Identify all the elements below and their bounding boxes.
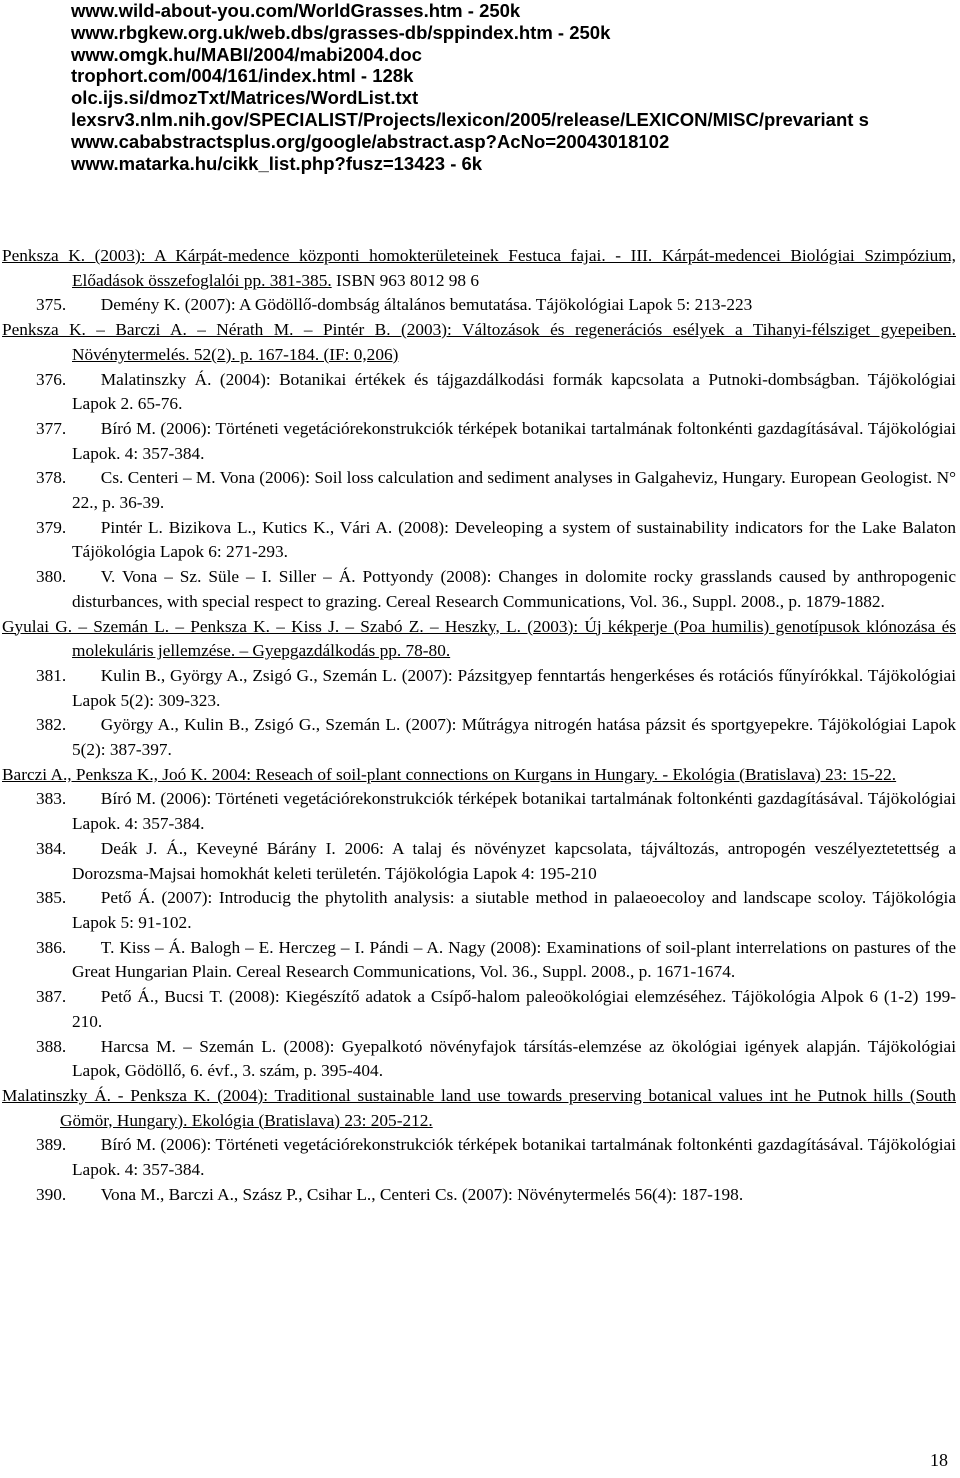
url-line: www.matarka.hu/cikk_list.php?fusz=13423 - 6k	[71, 152, 483, 174]
reference-text: 389. Bíró M. (2006): Történeti vegetációrekonstrukciók térképek botanikai tartalmának foltonkénti gazdagításával. Tájökológiai Lapok. 4: 357-384.	[36, 1135, 956, 1180]
numbered-reference	[2, 837, 956, 886]
numbered-reference	[2, 516, 956, 565]
numbered-reference	[2, 787, 956, 836]
author-reference	[2, 615, 956, 664]
reference-text: 387. Pető Á., Bucsi T. (2008): Kiegészítő adatok a Csípő-halom paleoökológiai elemzéséhez. Tájökológia Alpok 6 (1-2) 199-210.	[36, 987, 956, 1031]
numbered-reference	[2, 368, 956, 417]
reference-text: 377. Bíró M. (2006): Történeti vegetációrekonstrukciók térképek botanikai tartalmának foltonkénti gazdagításával. Tájökológiai Lapok. 4: 357-384.	[36, 418, 956, 463]
url-line: lexsrv3.nlm.nih.gov/SPECIALIST/Projects/lexicon/2005/release/LEXICON/MISC/prevariant s	[71, 108, 869, 130]
reference-list	[2, 244, 956, 1207]
underlined-reference-text: Penksza K. – Barczi A. – Nérath M. – Pintér B. (2003): Változások és regenerációs esélyek a Tihanyi-félsziget gyepeiben. Növénytermelés. 52(2). p. 167-184. (IF: 0,206)	[2, 320, 956, 364]
url-line: www.wild-about-you.com/WorldGrasses.htm - 250k	[71, 0, 521, 21]
numbered-reference	[2, 985, 956, 1034]
reference-text: 379. Pintér L. Bizikova L., Kutics K., Vári A. (2008): Develeoping a system of sustainability indicators for the Lake Balaton Tájökológia Lapok 6: 271-293.	[36, 517, 956, 562]
numbered-reference	[2, 466, 956, 515]
url-line: www.cababstractsplus.org/google/abstract.asp?AcNo=20043018102	[71, 130, 670, 152]
reference-text: 383. Bíró M. (2006): Történeti vegetációrekonstrukciók térképek botanikai tartalmának foltonkénti gazdagításával. Tájökológiai Lapok. 4: 357-384.	[36, 789, 956, 834]
numbered-reference	[2, 664, 956, 713]
reference-text: 378. Cs. Centeri – M. Vona (2006): Soil loss calculation and sediment analyses in Galgaheviz, Hungary. European Geologist. N° 22., p. 36-39.	[36, 468, 956, 513]
url-line: www.omgk.hu/MABI/2004/mabi2004.doc	[71, 43, 422, 65]
reference-text: 384. Deák J. Á., Keveyné Bárány I. 2006: A talaj és növényzet kapcsolata, tájváltozás, antropogén veszélyeztetettség a Dorozsma-Majsai homokhát keleti területén. Tájökológia Lapok 4: 195-210	[36, 838, 956, 883]
reference-text: 382. György A., Kulin B., Zsigó G., Szemán L. (2007): Műtrágya nitrogén hatása pázsit és sportgyepekre. Tájökológiai Lapok 5(2): 387-397.	[36, 715, 956, 760]
numbered-reference	[2, 713, 956, 762]
page-number: 18	[930, 1450, 948, 1470]
numbered-reference	[2, 886, 956, 935]
url-line: trophort.com/004/161/index.html - 128k	[71, 65, 414, 87]
reference-text: 386. T. Kiss – Á. Balogh – E. Herczeg – I. Pándi – A. Nagy (2008): Examinations of soil-plant interrelations on pastures of the Great Hungarian Plain. Cereal Research Communications, Vol. 36., Suppl. 2008., p. 1671-1674.	[36, 937, 956, 982]
numbered-reference	[2, 1035, 956, 1084]
reference-text: 381. Kulin B., György A., Zsigó G., Szemán L. (2007): Pázsitgyep fenntartás hengerkéses és rotációs fűnyírókkal. Tájökológiai Lapok 5(2): 309-323.	[36, 665, 956, 710]
reference-text: ISBN 963 8012 98 6	[331, 270, 480, 290]
numbered-reference	[2, 936, 956, 985]
numbered-reference	[2, 293, 956, 318]
reference-text: 380. V. Vona – Sz. Süle – I. Siller – Á. Pottyondy (2008): Changes in dolomite rocky grasslands caused by anthropogenic disturbances, with special respect to grazing. Cereal Research Communications, Vol. 36., Suppl. 2008., p. 1879-1882.	[36, 567, 956, 611]
reference-text: 390. Vona M., Barczi A., Szász P., Csihar L., Centeri Cs. (2007): Növénytermelés 56(4): 187-198.	[36, 1184, 744, 1204]
numbered-reference	[2, 1183, 956, 1208]
underlined-reference-text: Gyulai G. – Szemán L. – Penksza K. – Kiss J. – Szabó Z. – Heszky, L. (2003): Új kékperje (Poa humilis) genotípusok klónozása és molekuláris jellemzése. – Gyepgazdálkodás pp. 78-80.	[2, 616, 956, 661]
reference-text: 375. Demény K. (2007): A Gödöllő-dombság általános bemutatása. Tájökológiai Lapok 5: 213-223	[36, 295, 753, 315]
numbered-reference	[2, 417, 956, 466]
reference-text: 388. Harcsa M. – Szemán L. (2008): Gyepalkotó növényfajok társítás-elemzése az ökológiai igények alapján. Tájökológiai Lapok, Gödöllő, 6. évf., 3. szám, p. 395-404.	[36, 1036, 956, 1081]
author-reference	[2, 244, 956, 293]
numbered-reference	[2, 1133, 956, 1182]
author-reference	[2, 1084, 956, 1133]
reference-text: 385. Pető Á. (2007): Introducig the phytolith analysis: a siutable method in palaeoecoloy and landscape scoloy. Tájökológia Lapok 5: 91-102.	[36, 888, 956, 932]
underlined-reference-text: Penksza K. (2003): A Kárpát-medence központi homokterületeinek Festuca fajai. - III. Kárpát-medencei Biológiai Szimpózium, Előadások összefoglalói pp. 381-385.	[2, 246, 956, 290]
underlined-reference-text: Malatinszky Á. - Penksza K. (2004): Traditional sustainable land use towards preserving botanical values int he Putnok hills (South Gömör, Hungary). Ekológia (Bratislava) 23: 205-212.	[2, 1085, 956, 1130]
url-line: olc.ijs.si/dmozTxt/Matrices/WordList.txt	[71, 87, 419, 109]
url-line: www.rbgkew.org.uk/web.dbs/grasses-db/sppindex.htm - 250k	[71, 21, 611, 43]
numbered-reference	[2, 565, 956, 614]
author-reference	[2, 318, 956, 367]
url-list	[71, 0, 956, 174]
underlined-reference-text: Barczi A., Penksza K., Joó K. 2004: Reseach of soil-plant connections on Kurgans in Hungary. - Ekológia (Bratislava) 23: 15-22.	[2, 764, 897, 784]
author-reference	[2, 763, 956, 788]
reference-text: 376. Malatinszky Á. (2004): Botanikai értékek és tájgazdálkodási formák kapcsolata a Putnoki-dombságban. Tájökológiai Lapok 2. 65-76.	[36, 369, 956, 414]
